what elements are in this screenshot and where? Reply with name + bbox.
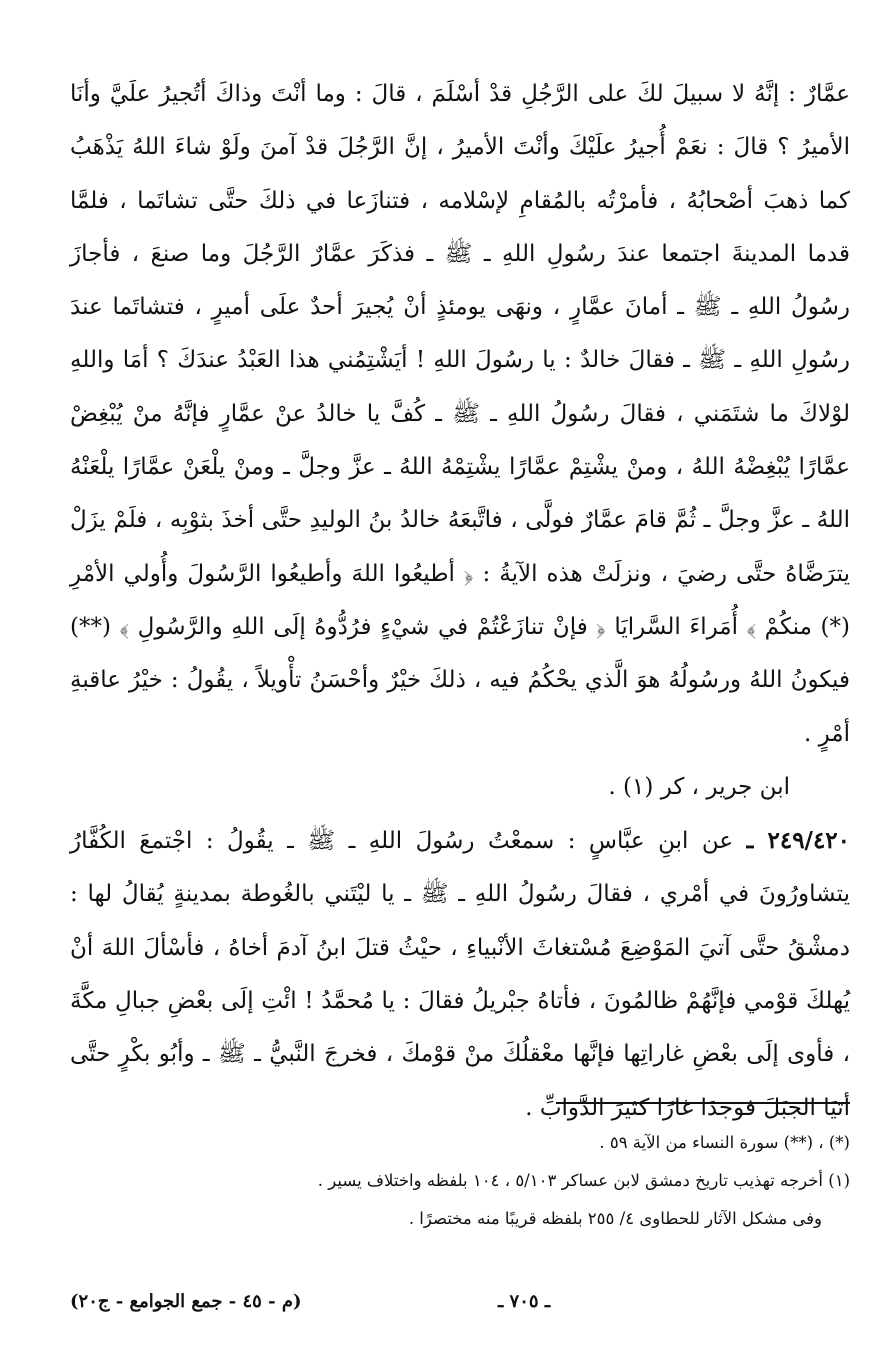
footnote-1-continued: وفى مشكل الآثار للحطاوى ٤/ ٢٥٥ بلفظه قريبًا منه مختصرًا .	[408, 1209, 822, 1228]
hadith-paragraph-2	[70, 814, 850, 1135]
footnotes	[70, 1124, 850, 1238]
source-citation: ابن جرير ، كر (١) .	[608, 773, 790, 800]
book-reference: (م - ٤٥ - جمع الجوامع - ج٢٠)	[70, 1291, 302, 1312]
main-text	[70, 68, 850, 1135]
hadith-number: ٢٤٩/٤٢٠ ـ	[746, 827, 851, 855]
footnote-quran-ref: (*) ، (**) سورة النساء من الآية ٥٩ .	[599, 1133, 850, 1152]
page-footer	[70, 1286, 850, 1318]
hadith-paragraph: عمَّارٌ : إنَّهُ لا سبيلَ لكَ على الرَّجُلِ قدْ أسْلَمَ ، قالَ : وما أنْتَ وذاكَ أتُجيرُ علَيَّ وأنَا الأميرُ ؟ قالَ : نعَمْ أُجيرُ علَيْكَ وأنْتَ الأميرُ ، إنَّ الرَّجُلَ قدْ آمنَ ولَوْ شاءَ اللهُ يَذْهَبُ كما ذهبَ أصْحابُهُ ، فأمرْتُه بالمُقامِ لإسْلامه ، فتنازَعا في ذلكَ حتَّى تشاتَما ، فلمَّا قدما المدينةَ اجتمعا عندَ رسُولِ اللهِ ـ ﷺ ـ فذكَرَ عمَّارٌ الرَّجُلَ وما صنعَ ، فأجازَ رسُولُ اللهِ ـ ﷺ ـ أمانَ عمَّارٍ ، ونهَى يومئذٍ أنْ يُجيرَ أحدٌ علَى أميرٍ ، فتشاتَما عندَ رسُولِ اللهِ ـ ﷺ ـ فقالَ خالدٌ : يا رسُولَ اللهِ ! أيَشْتِمُني هذا العَبْدُ عندَكَ ؟ أمَا واللهِ لوْلاكَ ما شتَمَني ، فقالَ رسُولُ اللهِ ـ ﷺ ـ كُفَّ يا خالدُ عنْ عمَّارٍ فإنَّهُ منْ يُبْغِضْ عمَّارًا يُبْغِضْهُ اللهُ ، ومنْ يشْتِمْ عمَّارًا يشْتِمْهُ اللهُ ـ عزَّ وجلَّ ـ ومنْ يلْعَنْ عمَّارًا يلْعَنْهُ اللهُ ـ عزَّ وجلَّ ـ ثُمَّ قامَ عمَّارٌ فولَّى ، فاتَّبعَهُ خالدُ بنُ الوليدِ حتَّى أخذَ بثوْبِه ، فلَمْ يزَلْ يترَضَّاهُ حتَّى رضيَ ، ونزلَتْ هذه الآيةُ : ﴿ أطيعُوا اللهَ وأطيعُوا الرَّسُولَ وأُولي الأمْرِ (*) منكُمْ ﴾ أُمَراءَ السَّرايَا ﴿ فإنْ تنازَعْتُمْ في شيْءٍ فرُدُّوهُ إلَى اللهِ والرَّسُولِ ﴾ (**) فيكونُ اللهُ ورسُولُهُ هوَ الَّذي يحْكُمُ فيه ، ذلكَ خيْرٌ وأحْسَنُ تأْويلاً ، يقُولُ : خيْرُ عاقبةِ أمْرٍ .	[70, 81, 850, 747]
footnote-divider	[556, 1102, 850, 1104]
page-number: ـ ٧٠٥ ـ	[498, 1291, 551, 1312]
footnote-1: (١) أخرجه تهذيب تاريخ دمشق لابن عساكر ٥/١٠٣ ، ١٠٤ بلفظه واختلاف يسير .	[317, 1171, 850, 1190]
hadith-text: عن ابنِ عبَّاسٍ : سمعْتُ رسُولَ اللهِ ـ ﷺ ـ يقُولُ : اجْتمعَ الكُفَّارُ يتشاورُونَ في أمْري ، فقالَ رسُولُ اللهِ ـ ﷺ ـ يا ليْتَني بالغُوطة بمدينةٍ يُقالُ لها : دمشْقُ حتَّى آتيَ المَوْضِعَ مُسْتغاثَ الأنْبياءِ ، حيْثُ قتلَ ابنُ آدمَ أخاهُ ، فأسْألَ اللهَ أنْ يُهلكَ قوْمي فإنَّهُمْ ظالمُونَ ، فأتاهُ جبْريلُ فقالَ : يا مُحمَّدُ ! ائْتِ إلَى بعْضِ جبالِ مكَّةَ ، فأوى إلَى بعْضِ غاراتِها فإنَّها معْقلُكَ منْ قوْمكَ ، فخرجَ النَّبيُّ ـ ﷺ ـ وأبُو بكْرٍ حتَّى أتيَا الجبَلَ فوجدَا غارًا كثيرَ الدَّوابِّ .	[70, 828, 850, 1121]
